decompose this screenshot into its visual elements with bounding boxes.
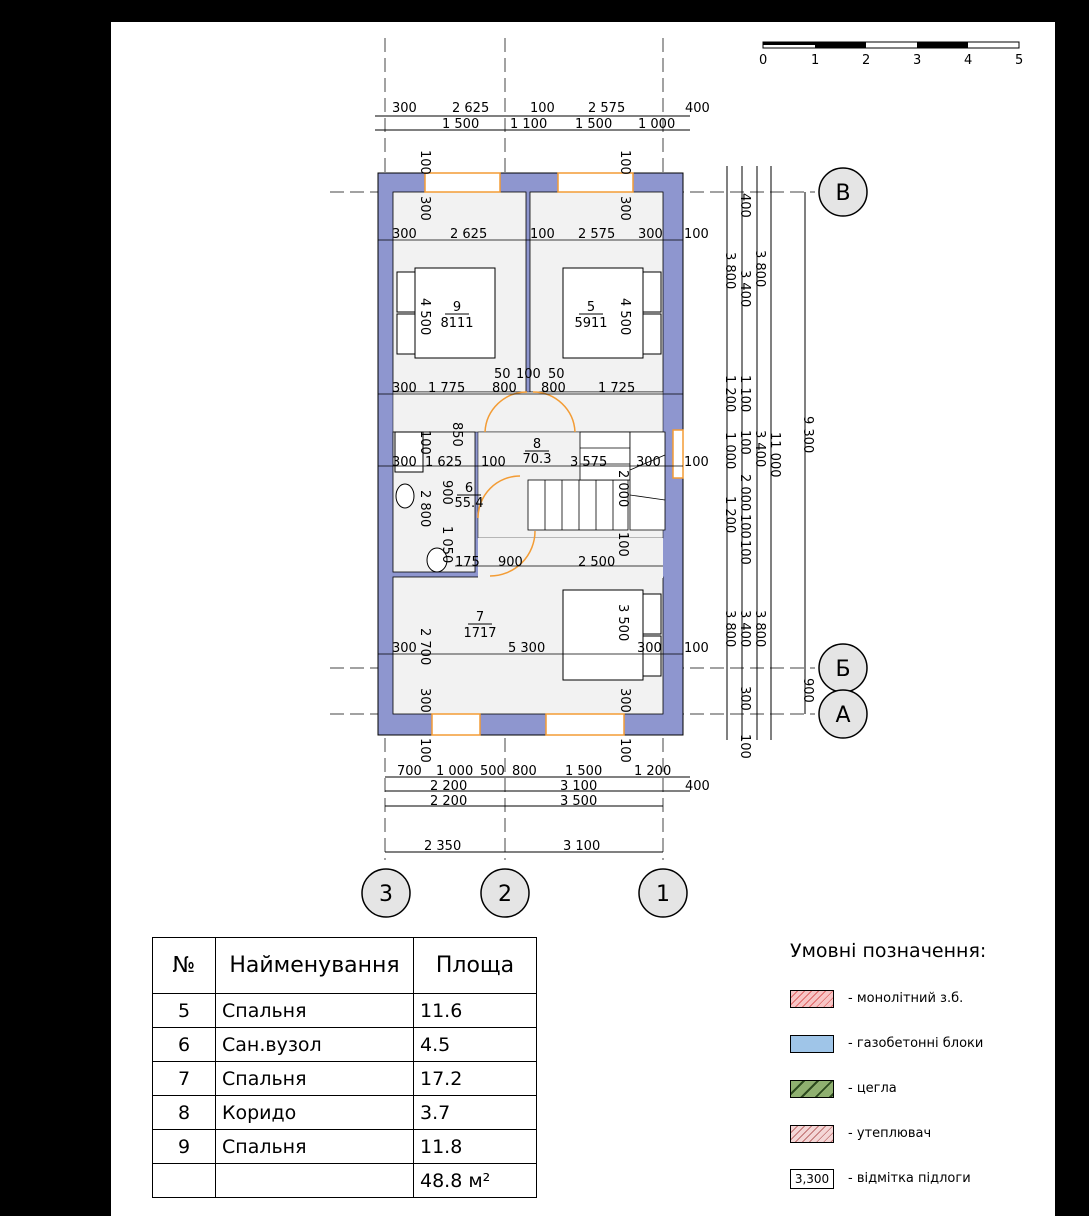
room-number: 9 <box>452 300 462 315</box>
dim-label: 11 000 <box>767 432 782 478</box>
dim-label: 100 <box>684 641 709 656</box>
blocks-swatch <box>790 1035 834 1053</box>
dim-label: 100 <box>615 532 630 557</box>
dim-label: 2 625 <box>452 101 490 116</box>
legend-label: - відмітка підлоги <box>848 1171 971 1186</box>
axis-label: 3 <box>379 882 393 907</box>
dim-label: 2 575 <box>578 227 616 242</box>
dim-label: 3 500 <box>615 604 630 642</box>
dim-label: 850 <box>449 422 464 447</box>
dim-label: 100 <box>516 367 541 382</box>
legend-label: - газобетонні блоки <box>848 1036 984 1051</box>
cell-num: 9 <box>153 1130 216 1164</box>
axis-label: 1 <box>656 882 670 907</box>
dim-label: 3 800 <box>722 252 737 290</box>
dim-label: 300 <box>392 381 417 396</box>
dim-label: 100 <box>617 150 632 175</box>
dim-label: 1 100 <box>737 375 752 413</box>
dim-label: 100 <box>530 227 555 242</box>
dim-label: 3 400 <box>737 610 752 648</box>
dim-label: 100 <box>737 540 752 565</box>
scale-tick: 1 <box>811 53 820 68</box>
dim-label: 1 000 <box>638 117 676 132</box>
dim-label: 100 <box>417 738 432 763</box>
dim-label: 300 <box>617 688 632 713</box>
table-row <box>153 994 537 1028</box>
axis-label: В <box>835 181 851 206</box>
dim-label: 800 <box>512 764 537 779</box>
dim-label: 800 <box>541 381 566 396</box>
dim-label: 100 <box>737 514 752 539</box>
dim-label: 100 <box>417 430 432 455</box>
dim-label: 175 <box>455 555 480 570</box>
room-area: 55.4 <box>454 496 484 511</box>
dim-label: 100 <box>737 734 752 759</box>
bottom-dimensions <box>385 764 710 854</box>
cell-num: 6 <box>153 1028 216 1062</box>
dim-label: 2 350 <box>424 839 462 854</box>
header-area: Площа <box>414 938 537 994</box>
table-header <box>153 938 537 994</box>
scale-tick: 2 <box>862 53 871 68</box>
dim-label: 100 <box>617 738 632 763</box>
dim-label: 300 <box>637 641 662 656</box>
concrete-swatch <box>790 990 834 1008</box>
dim-label: 5 300 <box>508 641 546 656</box>
dim-label: 100 <box>684 227 709 242</box>
dim-label: 3 400 <box>737 270 752 308</box>
axis-label: А <box>835 703 851 728</box>
legend-item <box>790 1111 986 1156</box>
dim-label: 1 500 <box>442 117 480 132</box>
room-area: 8111 <box>440 316 474 331</box>
dim-label: 100 <box>481 455 506 470</box>
insulation-swatch <box>790 1125 834 1143</box>
dim-label: 300 <box>417 688 432 713</box>
cell-total: 48.8 м² <box>414 1164 537 1198</box>
dim-label: 400 <box>685 101 710 116</box>
room-number: 8 <box>532 437 542 452</box>
right-dimensions <box>722 166 815 759</box>
dim-label: 800 <box>492 381 517 396</box>
dim-label: 4 500 <box>617 298 632 336</box>
dim-label: 9 300 <box>800 416 815 454</box>
legend <box>790 940 986 1201</box>
table-row <box>153 1062 537 1096</box>
scale-tick: 3 <box>913 53 922 68</box>
room-area: 70.3 <box>522 452 552 467</box>
cell-name: Спальня <box>216 994 414 1028</box>
cell-area: 4.5 <box>414 1028 537 1062</box>
dim-label: 3 800 <box>752 250 767 288</box>
table-total-row <box>153 1164 537 1198</box>
dim-label: 1 050 <box>439 526 454 564</box>
dim-label: 2 500 <box>578 555 616 570</box>
dim-label: 1 200 <box>722 496 737 534</box>
table-row <box>153 1096 537 1130</box>
dim-label: 2 000 <box>737 474 752 512</box>
dim-label: 100 <box>530 101 555 116</box>
dim-label: 1 500 <box>565 764 603 779</box>
dim-label: 1 000 <box>722 432 737 470</box>
header-num: № <box>153 938 216 994</box>
cell-empty <box>153 1164 216 1198</box>
dim-label: 2 625 <box>450 227 488 242</box>
dim-label: 3 400 <box>752 430 767 468</box>
dim-label: 900 <box>498 555 523 570</box>
dim-label: 300 <box>638 227 663 242</box>
cell-num: 7 <box>153 1062 216 1096</box>
dim-label: 700 <box>397 764 422 779</box>
dim-label: 300 <box>636 455 661 470</box>
table-row <box>153 1130 537 1164</box>
cell-area: 11.8 <box>414 1130 537 1164</box>
dim-label: 1 725 <box>598 381 636 396</box>
floor-mark-swatch: 3,300 <box>790 1169 834 1189</box>
header-name: Найменування <box>216 938 414 994</box>
cell-name: Спальня <box>216 1062 414 1096</box>
dim-label: 1 200 <box>634 764 672 779</box>
rooms-table <box>152 937 537 1198</box>
dim-label: 400 <box>685 779 710 794</box>
dim-label: 2 200 <box>430 779 468 794</box>
cell-name: Коридо <box>216 1096 414 1130</box>
cell-empty <box>216 1164 414 1198</box>
dim-label: 2 200 <box>430 794 468 809</box>
scale-tick: 4 <box>964 53 973 68</box>
cell-area: 11.6 <box>414 994 537 1028</box>
dim-label: 300 <box>392 455 417 470</box>
room-number: 6 <box>464 481 474 496</box>
dim-label: 3 100 <box>560 779 598 794</box>
dim-label: 300 <box>392 227 417 242</box>
dim-label: 1 500 <box>575 117 613 132</box>
room-area: 1717 <box>463 626 497 641</box>
dim-label: 400 <box>737 193 752 218</box>
legend-item <box>790 1156 986 1201</box>
dim-label: 2 000 <box>615 470 630 508</box>
dim-label: 2 800 <box>417 490 432 528</box>
cell-name: Сан.вузол <box>216 1028 414 1062</box>
dim-label: 300 <box>417 196 432 221</box>
table-row <box>153 1028 537 1062</box>
dim-label: 50 <box>548 367 565 382</box>
dim-label: 100 <box>737 430 752 455</box>
legend-label: - цегла <box>848 1081 897 1096</box>
cell-num: 8 <box>153 1096 216 1130</box>
dim-label: 3 100 <box>563 839 601 854</box>
legend-item <box>790 1021 986 1066</box>
legend-label: - утеплювач <box>848 1126 932 1141</box>
scale-tick: 0 <box>759 53 768 68</box>
cell-area: 17.2 <box>414 1062 537 1096</box>
dim-label: 2 700 <box>417 628 432 666</box>
dim-label: 3 800 <box>722 610 737 648</box>
dim-label: 2 575 <box>588 101 626 116</box>
legend-item <box>790 976 986 1021</box>
dim-label: 1 775 <box>428 381 466 396</box>
cell-name: Спальня <box>216 1130 414 1164</box>
dim-label: 3 500 <box>560 794 598 809</box>
dim-label: 3 800 <box>752 610 767 648</box>
room-area: 5911 <box>574 316 608 331</box>
dim-label: 1 200 <box>722 375 737 413</box>
brick-swatch <box>790 1080 834 1098</box>
dim-label: 1 625 <box>425 455 463 470</box>
legend-label: - монолітний з.б. <box>848 991 964 1006</box>
cell-num: 5 <box>153 994 216 1028</box>
room-number: 5 <box>586 300 596 315</box>
dim-label: 100 <box>417 150 432 175</box>
scale-tick: 5 <box>1015 53 1024 68</box>
dim-label: 300 <box>392 101 417 116</box>
cell-area: 3.7 <box>414 1096 537 1130</box>
dim-label: 300 <box>392 641 417 656</box>
dim-label: 500 <box>480 764 505 779</box>
dim-label: 300 <box>737 686 752 711</box>
room-number: 7 <box>475 610 485 625</box>
dim-label: 900 <box>800 678 815 703</box>
dim-label: 300 <box>617 196 632 221</box>
axis-label: 2 <box>498 882 512 907</box>
dim-label: 100 <box>684 455 709 470</box>
dim-label: 900 <box>439 480 454 505</box>
dim-label: 1 000 <box>436 764 474 779</box>
legend-item <box>790 1066 986 1111</box>
axis-label: Б <box>835 657 851 682</box>
dim-label: 1 100 <box>510 117 548 132</box>
stair-dim: 3 575 <box>570 455 608 470</box>
dim-label: 50 <box>494 367 511 382</box>
scale-bar <box>759 42 1023 68</box>
dim-label: 4 500 <box>417 298 432 336</box>
top-dimensions <box>375 101 710 132</box>
legend-title: Умовні позначення: <box>790 940 987 962</box>
